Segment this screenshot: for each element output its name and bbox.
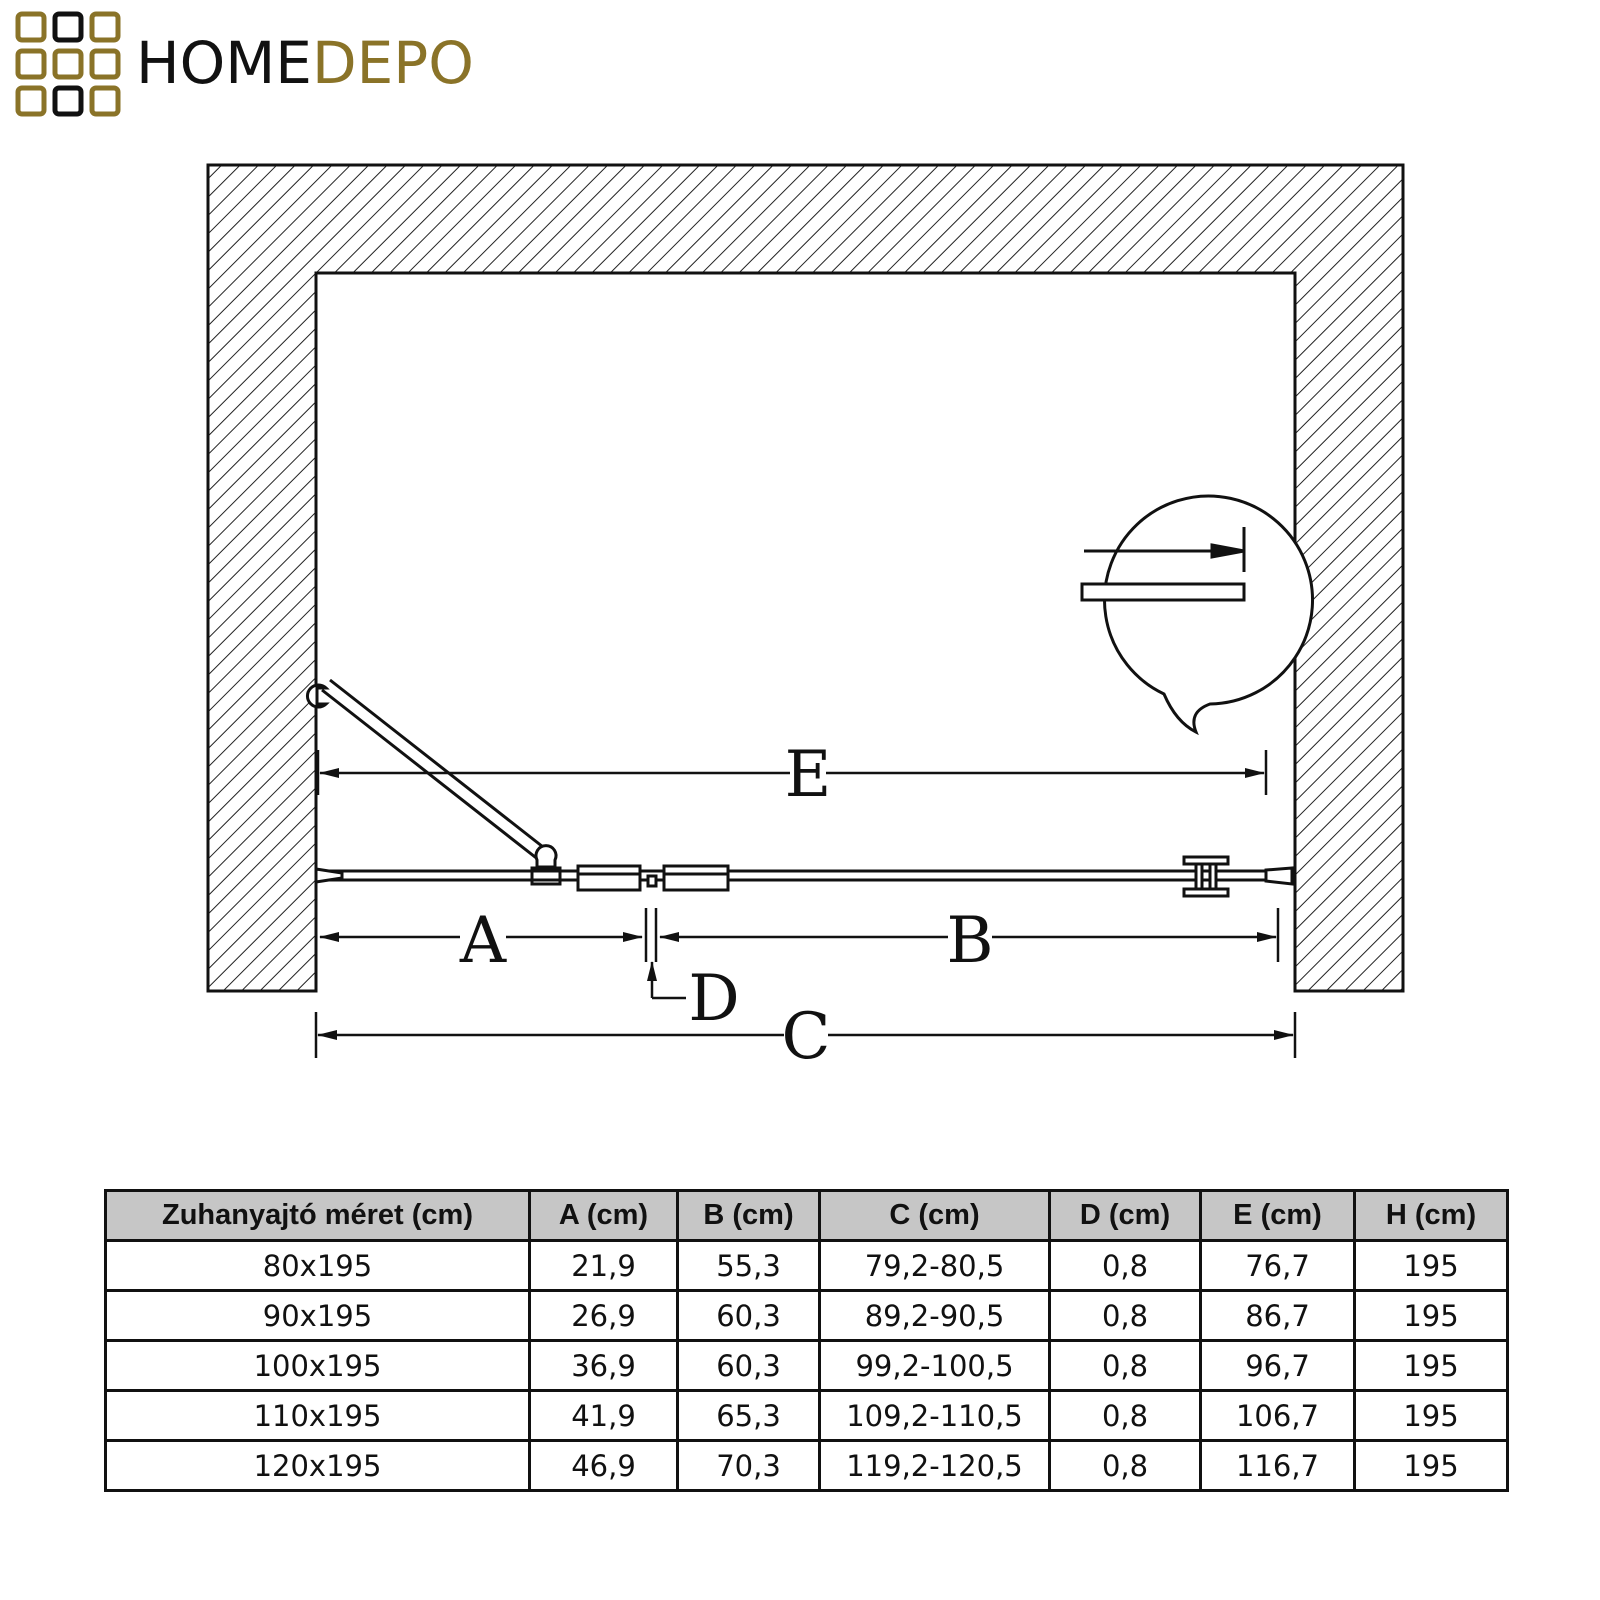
table-header-row <box>106 1191 1508 1241</box>
cell-e: 106,7 <box>1201 1391 1355 1441</box>
header-c: C (cm) <box>820 1191 1050 1241</box>
cell-a: 36,9 <box>530 1341 678 1391</box>
dimension-d <box>652 962 686 998</box>
cell-h: 195 <box>1355 1441 1508 1491</box>
header-size: Zuhanyajtó méret (cm) <box>106 1191 530 1241</box>
cell-e: 76,7 <box>1201 1241 1355 1291</box>
cell-b: 60,3 <box>678 1341 820 1391</box>
brand-home-text: HOME <box>136 29 312 97</box>
cell-c: 119,2-120,5 <box>820 1441 1050 1491</box>
header-a: A (cm) <box>530 1191 678 1241</box>
cell-size: 120x195 <box>106 1441 530 1491</box>
header-h: H (cm) <box>1355 1191 1508 1241</box>
brand-depo-text: DEPO <box>311 29 474 97</box>
cell-d: 0,8 <box>1050 1291 1201 1341</box>
cell-size: 90x195 <box>106 1291 530 1341</box>
label-b: B <box>946 904 994 978</box>
table-row <box>106 1291 1508 1341</box>
cell-b: 60,3 <box>678 1291 820 1341</box>
support-arm <box>307 680 560 884</box>
cell-e: 116,7 <box>1201 1441 1355 1491</box>
cell-a: 46,9 <box>530 1441 678 1491</box>
cell-b: 65,3 <box>678 1391 820 1441</box>
table-row <box>106 1241 1508 1291</box>
cell-c: 89,2-90,5 <box>820 1291 1050 1341</box>
cell-h: 195 <box>1355 1291 1508 1341</box>
label-e: E <box>784 738 832 812</box>
cell-d: 0,8 <box>1050 1241 1201 1291</box>
cell-size: 80x195 <box>106 1241 530 1291</box>
cell-e: 86,7 <box>1201 1291 1355 1341</box>
label-d: D <box>688 962 740 1036</box>
cell-d: 0,8 <box>1050 1341 1201 1391</box>
cell-d: 0,8 <box>1050 1441 1201 1491</box>
cell-e: 96,7 <box>1201 1341 1355 1391</box>
cell-a: 21,9 <box>530 1241 678 1291</box>
cell-h: 195 <box>1355 1241 1508 1291</box>
dimension-table <box>104 1189 1509 1492</box>
label-c: C <box>781 1000 831 1074</box>
cell-b: 55,3 <box>678 1241 820 1291</box>
label-a: A <box>459 904 507 978</box>
cell-d: 0,8 <box>1050 1391 1201 1441</box>
header-b: B (cm) <box>678 1191 820 1241</box>
header-e: E (cm) <box>1201 1191 1355 1241</box>
table-row <box>106 1341 1508 1391</box>
cell-b: 70,3 <box>678 1441 820 1491</box>
cell-c: 109,2-110,5 <box>820 1391 1050 1441</box>
detail-callout <box>1082 496 1313 732</box>
cell-c: 99,2-100,5 <box>820 1341 1050 1391</box>
cell-h: 195 <box>1355 1391 1508 1441</box>
cell-a: 26,9 <box>530 1291 678 1341</box>
glass-panel <box>316 857 1292 896</box>
header-d: D (cm) <box>1050 1191 1201 1241</box>
table-row <box>106 1391 1508 1441</box>
cell-size: 110x195 <box>106 1391 530 1441</box>
cell-a: 41,9 <box>530 1391 678 1441</box>
cell-h: 195 <box>1355 1341 1508 1391</box>
cell-size: 100x195 <box>106 1341 530 1391</box>
table-row <box>106 1441 1508 1491</box>
cell-c: 79,2-80,5 <box>820 1241 1050 1291</box>
